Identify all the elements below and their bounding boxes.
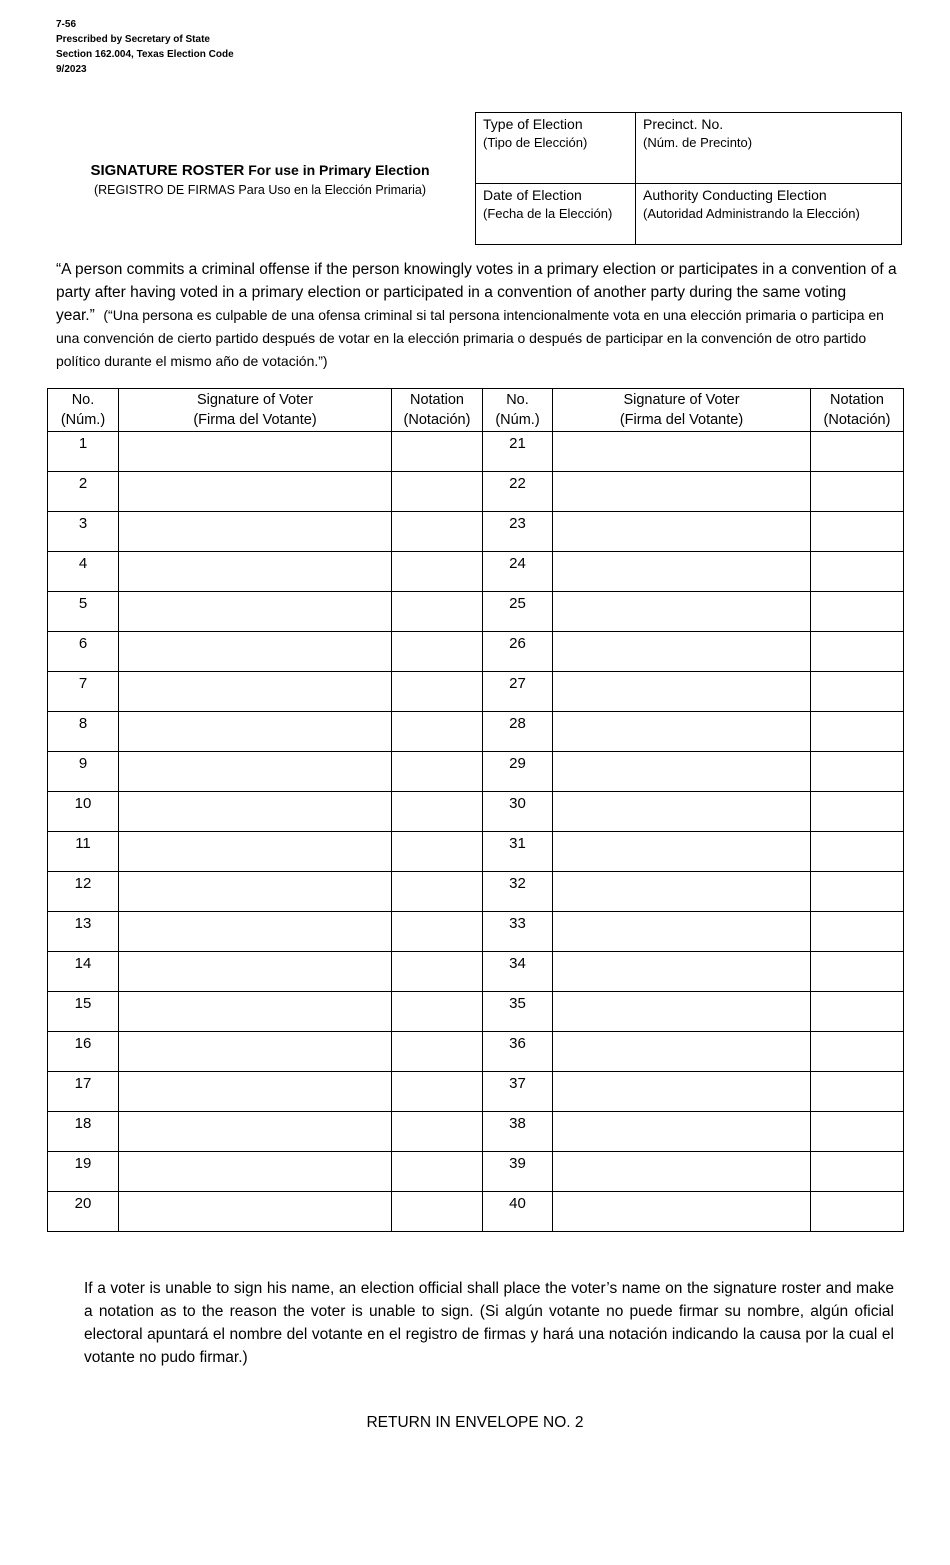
signature-cell[interactable]	[553, 592, 811, 632]
signature-cell[interactable]	[119, 1152, 392, 1192]
signature-cell[interactable]	[119, 1192, 392, 1232]
notation-cell[interactable]	[811, 952, 904, 992]
row-number: 4	[48, 552, 119, 592]
col-header-signature: Signature of Voter (Firma del Votante)	[119, 389, 392, 432]
row-number: 19	[48, 1152, 119, 1192]
signature-cell[interactable]	[553, 792, 811, 832]
notation-cell[interactable]	[811, 872, 904, 912]
signature-cell[interactable]	[119, 1112, 392, 1152]
row-number: 13	[48, 912, 119, 952]
signature-cell[interactable]	[553, 952, 811, 992]
signature-cell[interactable]	[119, 1032, 392, 1072]
precinct-no-label: Precinct. No.	[643, 116, 724, 132]
signature-cell[interactable]	[119, 712, 392, 752]
signature-cell[interactable]	[553, 712, 811, 752]
notation-cell[interactable]	[811, 472, 904, 512]
table-row	[48, 912, 904, 952]
table-row	[48, 632, 904, 672]
row-number: 24	[483, 552, 553, 592]
signature-cell[interactable]	[553, 432, 811, 472]
row-number: 18	[48, 1112, 119, 1152]
col-header-signature: Signature of Voter (Firma del Votante)	[553, 389, 811, 432]
row-number: 14	[48, 952, 119, 992]
col-header-notation: Notation (Notación)	[392, 389, 483, 432]
date-of-election-label-es: (Fecha de la Elección)	[483, 206, 613, 221]
row-number: 31	[483, 832, 553, 872]
table-row	[48, 1032, 904, 1072]
form-header	[56, 17, 234, 77]
row-number: 26	[483, 632, 553, 672]
signature-cell[interactable]	[553, 1112, 811, 1152]
table-row	[48, 552, 904, 592]
row-number: 29	[483, 752, 553, 792]
title-main: SIGNATURE ROSTER	[90, 162, 245, 179]
row-number: 3	[48, 512, 119, 552]
row-number: 22	[483, 472, 553, 512]
row-number: 40	[483, 1192, 553, 1232]
signature-cell[interactable]	[119, 472, 392, 512]
signature-cell[interactable]	[119, 832, 392, 872]
signature-cell[interactable]	[119, 752, 392, 792]
row-number: 11	[48, 832, 119, 872]
notation-cell[interactable]	[392, 472, 483, 512]
table-row	[48, 592, 904, 632]
date-of-election-label: Date of Election	[483, 187, 582, 203]
table-row	[48, 712, 904, 752]
col-header-no: No. (Núm.)	[483, 389, 553, 432]
notation-cell[interactable]	[811, 1112, 904, 1152]
notation-cell[interactable]	[392, 1072, 483, 1112]
signature-cell[interactable]	[553, 472, 811, 512]
notation-cell[interactable]	[392, 1032, 483, 1072]
signature-cell[interactable]	[119, 872, 392, 912]
authority-label-es: (Autoridad Administrando la Elección)	[643, 206, 860, 221]
signature-cell[interactable]	[119, 512, 392, 552]
legal-statement	[56, 258, 906, 373]
table-row	[48, 1112, 904, 1152]
row-number: 1	[48, 432, 119, 472]
notation-cell[interactable]	[811, 1072, 904, 1112]
signature-cell[interactable]	[119, 552, 392, 592]
table-row	[48, 1192, 904, 1232]
roster-body	[48, 432, 904, 1232]
row-number: 33	[483, 912, 553, 952]
title-suffix: For use in Primary Election	[244, 162, 430, 178]
signature-cell[interactable]	[553, 1032, 811, 1072]
signature-cell[interactable]	[553, 672, 811, 712]
table-row	[48, 792, 904, 832]
notation-cell[interactable]	[392, 832, 483, 872]
notation-cell[interactable]	[811, 792, 904, 832]
row-number: 27	[483, 672, 553, 712]
col-header-no: No. (Núm.)	[48, 389, 119, 432]
code-section: Section 162.004, Texas Election Code	[56, 49, 234, 60]
row-number: 10	[48, 792, 119, 832]
signature-cell[interactable]	[553, 512, 811, 552]
signature-cell[interactable]	[119, 952, 392, 992]
signature-cell[interactable]	[553, 912, 811, 952]
prescribed-by: Prescribed by Secretary of State	[56, 34, 210, 45]
row-number: 7	[48, 672, 119, 712]
row-number: 5	[48, 592, 119, 632]
row-number: 35	[483, 992, 553, 1032]
signature-cell[interactable]	[119, 672, 392, 712]
signature-cell[interactable]	[553, 552, 811, 592]
notation-cell[interactable]	[811, 512, 904, 552]
form-date: 9/2023	[56, 64, 87, 75]
notation-cell[interactable]	[811, 712, 904, 752]
row-number: 12	[48, 872, 119, 912]
signature-cell[interactable]	[119, 432, 392, 472]
signature-cell[interactable]	[553, 832, 811, 872]
table-row	[48, 1152, 904, 1192]
row-number: 37	[483, 1072, 553, 1112]
date-of-election-field[interactable]	[476, 184, 636, 245]
table-row	[48, 992, 904, 1032]
page-title	[60, 160, 460, 181]
signature-cell[interactable]	[119, 592, 392, 632]
signature-roster-table	[47, 388, 904, 1232]
notation-cell[interactable]	[392, 1152, 483, 1192]
row-number: 20	[48, 1192, 119, 1232]
notation-cell[interactable]	[392, 792, 483, 832]
signature-cell[interactable]	[553, 1192, 811, 1232]
notation-cell[interactable]	[811, 752, 904, 792]
notation-cell[interactable]	[392, 1112, 483, 1152]
table-row	[48, 952, 904, 992]
row-number: 8	[48, 712, 119, 752]
table-row	[48, 512, 904, 552]
row-number: 21	[483, 432, 553, 472]
signature-cell[interactable]	[553, 992, 811, 1032]
return-instruction: RETURN IN ENVELOPE NO. 2	[366, 1414, 584, 1431]
notation-cell[interactable]	[392, 952, 483, 992]
notation-cell[interactable]	[811, 832, 904, 872]
notation-cell[interactable]	[392, 712, 483, 752]
notation-cell[interactable]	[392, 632, 483, 672]
table-row	[48, 832, 904, 872]
row-number: 9	[48, 752, 119, 792]
signature-cell[interactable]	[119, 912, 392, 952]
signature-cell[interactable]	[119, 792, 392, 832]
notation-cell[interactable]	[392, 552, 483, 592]
col-header-notation: Notation (Notación)	[811, 389, 904, 432]
row-number: 23	[483, 512, 553, 552]
notation-cell[interactable]	[811, 1192, 904, 1232]
row-number: 32	[483, 872, 553, 912]
row-number: 16	[48, 1032, 119, 1072]
notation-cell[interactable]	[811, 592, 904, 632]
authority-label: Authority Conducting Election	[643, 187, 827, 203]
type-of-election-label: Type of Election	[483, 116, 583, 132]
legal-statement-es: (“Una persona es culpable de una ofensa criminal si tal persona intencionalmente vota en una elección primaria o participa en una convención de cierto partido después de votar en la elección primaria o después de participar en la convención de otro partido político durante el mismo año de votación.”)	[56, 307, 884, 369]
notation-cell[interactable]	[392, 432, 483, 472]
row-number: 36	[483, 1032, 553, 1072]
row-number: 34	[483, 952, 553, 992]
notation-cell[interactable]	[811, 672, 904, 712]
authority-field[interactable]	[636, 184, 902, 245]
table-row	[48, 872, 904, 912]
notation-cell[interactable]	[392, 1192, 483, 1232]
signature-cell[interactable]	[119, 632, 392, 672]
row-number: 6	[48, 632, 119, 672]
notation-cell[interactable]	[392, 592, 483, 632]
type-of-election-label-es: (Tipo de Elección)	[483, 135, 588, 150]
notation-cell[interactable]	[811, 912, 904, 952]
notation-cell[interactable]	[811, 432, 904, 472]
signature-cell[interactable]	[553, 1152, 811, 1192]
roster-header-row	[48, 389, 904, 432]
precinct-no-label-es: (Núm. de Precinto)	[643, 135, 753, 150]
type-of-election-field[interactable]	[476, 113, 636, 184]
row-number: 38	[483, 1112, 553, 1152]
row-number: 25	[483, 592, 553, 632]
notation-cell[interactable]	[811, 992, 904, 1032]
notation-cell[interactable]	[392, 752, 483, 792]
signature-cell[interactable]	[553, 632, 811, 672]
notation-cell[interactable]	[811, 632, 904, 672]
row-number: 2	[48, 472, 119, 512]
row-number: 30	[483, 792, 553, 832]
signature-cell[interactable]	[553, 752, 811, 792]
title-block	[60, 160, 460, 199]
title-subtitle: (REGISTRO DE FIRMAS Para Uso en la Elección Primaria)	[93, 183, 427, 197]
row-number: 17	[48, 1072, 119, 1112]
notation-cell[interactable]	[392, 912, 483, 952]
row-number: 28	[483, 712, 553, 752]
notation-cell[interactable]	[811, 1032, 904, 1072]
table-row	[48, 752, 904, 792]
notation-cell[interactable]	[811, 552, 904, 592]
notation-cell[interactable]	[811, 1152, 904, 1192]
precinct-no-field[interactable]	[636, 113, 902, 184]
table-row	[48, 672, 904, 712]
election-info-box	[475, 112, 902, 245]
notation-cell[interactable]	[392, 512, 483, 552]
legal-statement-en: “A person commits a criminal offense if the person knowingly votes in a primary election or participates in a convention of a party after having voted in a primary election or participated in a convention of another party during the same voting year.”	[56, 261, 897, 324]
notation-cell[interactable]	[392, 672, 483, 712]
table-row	[48, 472, 904, 512]
form-number: 7-56	[56, 19, 77, 30]
signature-cell[interactable]	[119, 992, 392, 1032]
unable-to-sign-note: If a voter is unable to sign his name, an election official shall place the voter’s name on the signature roster and make a notation as to the reason the voter is unable to sign. (Si algún votante no puede firmar su nombre, algún oficial electoral apuntará el nombre del votante en el registro de firmas y hará una notación indicando la causa por la cual el votante no pudo firmar.)	[84, 1280, 894, 1366]
signature-cell[interactable]	[119, 1072, 392, 1112]
notation-cell[interactable]	[392, 992, 483, 1032]
table-row	[48, 432, 904, 472]
row-number: 39	[483, 1152, 553, 1192]
signature-cell[interactable]	[553, 872, 811, 912]
notation-cell[interactable]	[392, 872, 483, 912]
row-number: 15	[48, 992, 119, 1032]
signature-cell[interactable]	[553, 1072, 811, 1112]
table-row	[48, 1072, 904, 1112]
